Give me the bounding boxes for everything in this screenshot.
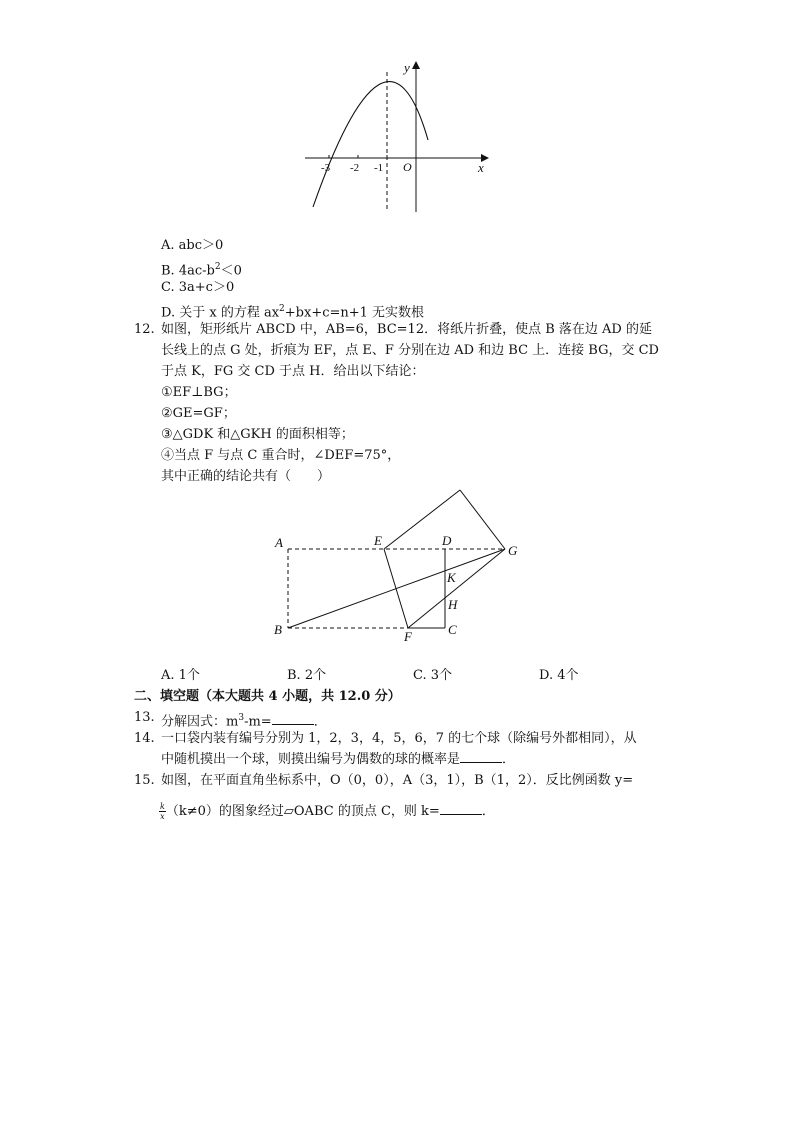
q13-end: ． [313,714,327,730]
q11-option-a: A. abc＞0 [161,238,224,253]
q12-conclusion-1: ①EF⊥BG； [161,385,237,400]
tick-label-minus-1: -1 [374,162,384,174]
label-a: A [275,535,283,550]
q12-conclusion-4: ④当点 F 与点 C 重合时，∠DEF=75°， [161,448,401,463]
label-b: B [274,622,282,637]
q15-fraction [159,802,166,821]
section-heading: 二、填空题（本大题共 4 小题，共 12.0 分） [134,689,401,704]
q15-line-1: 如图，在平面直角坐标系中，O（0，0），A（3，1），B（1，2）．反比例函数 y= [161,773,634,788]
q14-number: 14. [134,731,155,746]
label-g: G [508,543,518,558]
q11-option-b-suffix: ＜0 [220,263,242,279]
q15-answer-blank[interactable] [440,802,482,815]
q11-option-c: C. 3a+c＞0 [161,280,235,295]
q14-answer-blank[interactable] [460,750,502,763]
q12-question: 其中正确的结论共有（ ） [161,469,331,484]
q15-end: ． [481,804,495,819]
q12-conclusion-3: ③△GDK 和△GKH 的面积相等； [161,427,354,442]
parabola-graph [300,58,500,216]
q12-option-d: D. 4个 [539,668,579,683]
q12-line-2: 长线上的点 G 处，折痕为 EF，点 E、F 分别在边 AD 和边 BC 上．连接 BG，交 CD [161,343,659,358]
tick-label-minus-2: -2 [350,162,360,174]
segment-ef [384,549,408,628]
q11-option-d-sup: 2 [279,304,285,314]
q11-option-b-prefix: B. 4ac-b [161,263,215,279]
segment-top-g [460,490,505,549]
tick-label-minus-3: -3 [321,162,331,174]
parabola-curve [313,82,428,207]
y-axis-label: y [404,60,410,75]
label-c: C [448,622,457,637]
q15-fraction-numerator: k [160,802,165,811]
q15-fraction-denominator: x [160,812,165,821]
q15-number: 15. [134,773,155,788]
q15-line-2 [159,800,495,824]
q12-line-1: 如图，矩形纸片 ABCD 中，AB=6，BC=12．将纸片折叠，使点 B 落在边 AD 的延 [161,322,652,337]
segment-fg [408,549,505,628]
x-axis-label: x [478,160,484,175]
q12-conclusion-2: ②GE=GF； [161,406,236,421]
q13-number: 13. [134,710,155,725]
origin-label: O [403,160,412,174]
q12-option-a: A. 1个 [161,668,200,683]
label-d: D [442,533,452,548]
q12-option-c: C. 3个 [413,668,453,683]
q14-end: ． [502,752,516,767]
q14-line-2 [161,750,515,770]
q11-option-b-sup: 2 [214,262,221,272]
q14-line-2-text: 中随机摸出一个球，则摸出编号为偶数的球的概率是 [161,752,461,767]
q11-option-d-prefix: D. 关于 x 的方程 ax [161,305,280,321]
q14-line-1: 一口袋内装有编号分别为 1，2，3，4，5，6，7 的七个球（除编号外都相同），从 [161,731,637,746]
rectangle-fold-figure [268,484,528,646]
label-f: F [404,629,412,644]
label-k: K [447,570,456,585]
q12-number: 12. [134,322,155,337]
q12-option-b: B. 2个 [287,668,327,683]
q13-prefix: 分解因式：m [161,714,239,730]
q13-sup: 3 [238,713,245,723]
q11-option-d-suffix: +bx+c=n+1 无实数根 [284,305,425,321]
q13-answer-blank[interactable] [272,712,314,725]
q12-line-3: 于点 K，FG 交 CD 于点 H．给出以下结论： [161,364,425,379]
q13-suffix: -m= [244,714,272,730]
label-h: H [448,597,458,612]
label-e: E [374,533,382,548]
q15-line-2-text: （k≠0）的图象经过▱OABC 的顶点 C，则 k= [165,804,440,819]
